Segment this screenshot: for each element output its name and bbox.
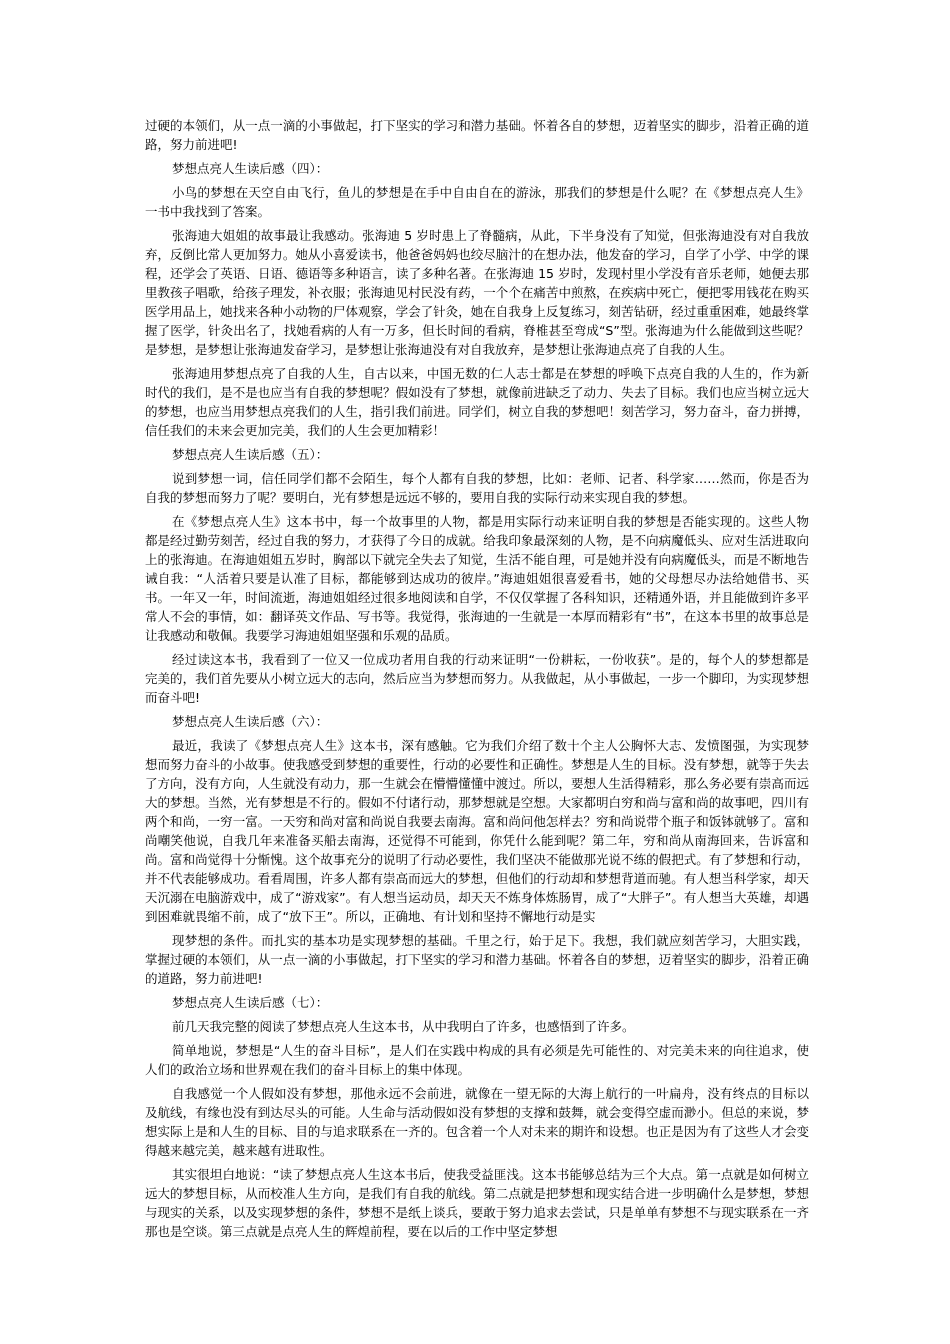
paragraph: 现梦想的条件。而扎实的基本功是实现梦想的基础。千里之行，始于足下。我想，我们就应刻苦学习，大胆实践，掌握过硬的本领们，从一点一滴的小事做起，打下坚实的学习和潜力基础。怀着各自的梦想，迈着坚实的脚步，沿着正确的道路，努力前进吧! [145,933,809,986]
paragraph: 说到梦想一词，信任同学们都不会陌生，每个人都有自我的梦想，比如：老师、记者、科学家……然而，你是否为自我的梦想而努力了呢？要明白，光有梦想是远远不够的，要用自我的实际行动来实现自我的梦想。 [145,471,809,505]
section-heading: 梦想点亮人生读后感（六）： [172,714,329,729]
paragraph: 张海迪大姐姐的故事最让我感动。张海迪 5 岁时患上了脊髓病，从此，下半身没有了知觉，但张海迪没有对自我放弃，反倒比常人更加努力。她从小喜爱读书，他爸爸妈妈也绞尽脑汁的在想办法，他发奋的学习，自学了小学、中学的课程，还学会了英语、日语、德语等多种语言，读了多种名著。在张海迪 15 岁时，发现村里小学没有音乐老师，她便去那里教孩子唱歌，给孩子理发，补衣服；张海迪见村民没有药，一个个在痛苦中煎熬，在疾病中死亡，便把零用钱花在购买医学用品上，她找来各种小动物的尸体观察，学会了针灸，她在自我身上反复练习，刻苦钻研，经过重重困难，她最终掌握了医学，针灸出名了，找她看病的人有一万多，但长时间的看病，脊椎甚至弯成“S”型。张海迪为什么能做到这些呢？是梦想，是梦想让张海迪发奋学习，是梦想让张海迪没有对自我放弃，是梦想让张海迪点亮了自我的人生。 [145,228,809,357]
section-heading: 梦想点亮人生读后感（四）： [172,161,329,176]
section-heading: 梦想点亮人生读后感（五）： [172,447,329,462]
paragraph: 最近，我读了《梦想点亮人生》这本书，深有感触。它为我们介绍了数十个主人公胸怀大志、发愤图强，为实现梦想而努力奋斗的小故事。使我感受到梦想的重要性，行动的必要性和正确性。梦想是人生的目标。没有梦想，就等于失去了方向，没有方向，人生就没有动力，那一生就会在懵懵懂懂中渡过。所以，要想人生活得精彩，那么务必要有崇高而远大的梦想。当然，光有梦想是不行的。假如不付诸行动，那梦想就是空想。大家都明白穷和尚与富和尚的故事吧，四川有两个和尚，一穷一富。一天穷和尚对富和尚说自我要去南海。富和尚问他怎样去？穷和尚说带个瓶子和饭钵就够了。富和尚嘲笑他说，自我几年来准备买船去南海，还觉得不可能到，你凭什么能到呢？第二年，穷和尚从南海回来，告诉富和尚。富和尚觉得十分惭愧。这个故事充分的说明了行动必要性，我们坚决不能做那光说不练的假把式。有了梦想和行动，并不代表能够成功。看看周围，许多人都有崇高而远大的梦想，但他们的行动却和梦想背道而驰。有人想当科学家，却天天沉溺在电脑游戏中，成了“游戏家”。有人想当运动员，却天天不炼身体炼肠胃，成了“大胖子”。有人想当大英雄，却遇到困难就畏缩不前，成了“放下王”。所以，正确地、有计划和坚持不懈地行动是实 [145,738,809,924]
paragraph: 其实很坦白地说：“读了梦想点亮人生这本书后，使我受益匪浅。这本书能够总结为三个大点。第一点就是如何树立远大的梦想目标，从而校准人生方向，是我们有自我的航线。第二点就是把梦想和现实结合进一步明确什么是梦想，梦想与现实的关系，以及实现梦想的条件，梦想不是纸上谈兵，要敢于努力追求去尝试，只是单单有梦想不与现实联系在一齐那也是空谈。第三点就是点亮人生的辉煌前程，要在以后的工作中坚定梦想 [145,1167,809,1239]
paragraph: 前几天我完整的阅读了梦想点亮人生这本书，从中我明白了许多，也感悟到了许多。 [172,1019,635,1034]
paragraph: 张海迪用梦想点亮了自我的人生，自古以来，中国无数的仁人志士都是在梦想的呼唤下点亮自我的人生的，作为新时代的我们，是不是也应当有自我的梦想呢？假如没有了梦想，就像前进缺乏了动力、失去了目标。我们也应当树立远大的梦想，也应当用梦想点亮我们的人生，指引我们前进。同学们，树立自我的梦想吧！刻苦学习，努力奋斗，奋力拼搏，信任我们的未来会更加完美，我们的人生会更加精彩！ [145,366,809,438]
paragraph: 过硬的本领们，从一点一滴的小事做起，打下坚实的学习和潜力基础。怀着各自的梦想，迈着坚实的脚步，沿着正确的道路，努力前进吧! [145,118,809,152]
paragraph: 小鸟的梦想在天空自由飞行，鱼儿的梦想是在手中自由自在的游泳，那我们的梦想是什么呢？在《梦想点亮人生》一书中我找到了答案。 [145,185,809,219]
paragraph: 在《梦想点亮人生》这本书中，每一个故事里的人物，都是用实际行动来证明自我的梦想是否能实现的。这些人物都是经过勤劳刻苦，经过自我的努力，才获得了今日的成就。给我印象最深刻的人物，是不向病魔低头、应对生活进取向上的张海迪。在海迪姐姐五岁时，胸部以下就完全失去了知觉，生活不能自理，可是她并没有向病魔低头，而是不断地告诫自我：“人活着只要是认准了目标，都能够到达成功的彼岸。”海迪姐姐很喜爱看书，她的父母想尽办法给她借书、买书。一年又一年，时间流逝，海迪姐姐经过很多地阅读和自学，不仅仅掌握了各科知识，还精通外语，并且能做到许多平常人不会的事情，如：翻译英文作品、写书等。我觉得，张海迪的一生就是一本厚而精彩有“书”，在这本书里的故事总是让我感动和敬佩。我要学习海迪姐姐坚强和乐观的品质。 [145,514,809,643]
section-heading: 梦想点亮人生读后感（七）： [172,995,329,1010]
paragraph: 简单地说，梦想是“人生的奋斗目标”，是人们在实践中构成的具有必须是先可能性的、对完美未来的向往追求，使人们的政治立场和世界观在我们的奋斗目标上的集中体现。 [145,1043,809,1077]
paragraph: 自我感觉一个人假如没有梦想，那他永远不会前进，就像在一望无际的大海上航行的一叶扁舟，没有终点的目标以及航线，有缘也没有到达尽头的可能。人生命与活动假如没有梦想的支撑和鼓舞，就会变得空虚而渺小。但总的来说，梦想实际上是和人生的目标、目的与追求联系在一齐的。包含着一个人对未来的期许和设想。也正是因为有了这些人才会变得越来越完美，越来越有进取性。 [145,1086,809,1158]
paragraph: 经过读这本书，我看到了一位又一位成功者用自我的行动来证明“一份耕耘，一份收获”。是的，每个人的梦想都是完美的，我们首先要从小树立远大的志向，然后应当为梦想而努力。从我做起，从小事做起，一步一个脚印，为实现梦想而奋斗吧! [145,652,809,705]
document-page [145,116,809,1246]
